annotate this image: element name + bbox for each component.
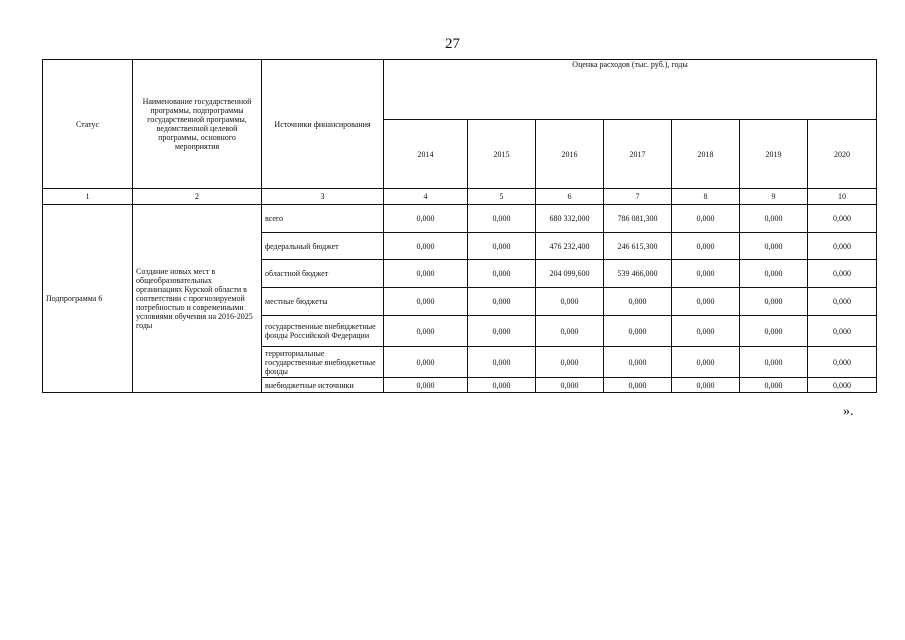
value-cell: 0,000 xyxy=(672,288,740,316)
header-row-top xyxy=(43,60,877,120)
value-cell: 0,000 xyxy=(468,205,536,233)
header-expenses: Оценка расходов (тыс. руб.), годы xyxy=(384,60,877,120)
value-cell: 0,000 xyxy=(672,260,740,288)
column-number: 8 xyxy=(672,189,740,205)
value-cell: 0,000 xyxy=(384,288,468,316)
value-cell: 0,000 xyxy=(672,347,740,378)
value-cell: 0,000 xyxy=(808,316,877,347)
value-cell: 204 099,600 xyxy=(536,260,604,288)
value-cell: 0,000 xyxy=(740,233,808,260)
value-cell: 0,000 xyxy=(740,378,808,393)
value-cell: 0,000 xyxy=(672,233,740,260)
year-header: 2016 xyxy=(536,120,604,189)
year-header: 2018 xyxy=(672,120,740,189)
column-numbers-row xyxy=(43,189,877,205)
value-cell: 0,000 xyxy=(604,288,672,316)
value-cell: 0,000 xyxy=(740,205,808,233)
closing-quote-mark: ». xyxy=(843,404,854,419)
value-cell: 0,000 xyxy=(468,260,536,288)
column-number: 2 xyxy=(133,189,262,205)
source-label: государственные внебюджетные фонды Российской Федерации xyxy=(262,316,384,347)
source-label: всего xyxy=(262,205,384,233)
table-row xyxy=(43,205,877,233)
value-cell: 0,000 xyxy=(808,205,877,233)
subprogram-status: Подпрограмма 6 xyxy=(43,205,133,393)
year-header: 2017 xyxy=(604,120,672,189)
value-cell: 0,000 xyxy=(808,347,877,378)
source-label: областной бюджет xyxy=(262,260,384,288)
value-cell: 0,000 xyxy=(604,316,672,347)
column-number: 3 xyxy=(262,189,384,205)
value-cell: 0,000 xyxy=(384,316,468,347)
value-cell: 0,000 xyxy=(740,260,808,288)
page-number: 27 xyxy=(445,36,460,52)
value-cell: 0,000 xyxy=(604,378,672,393)
source-label: внебюджетные источники xyxy=(262,378,384,393)
header-status: Статус xyxy=(43,60,133,189)
source-label: местные бюджеты xyxy=(262,288,384,316)
value-cell: 0,000 xyxy=(384,260,468,288)
column-number: 5 xyxy=(468,189,536,205)
year-header: 2019 xyxy=(740,120,808,189)
header-sources: Источники финансирования xyxy=(262,60,384,189)
value-cell: 0,000 xyxy=(468,347,536,378)
value-cell: 0,000 xyxy=(808,260,877,288)
value-cell: 539 466,000 xyxy=(604,260,672,288)
expenses-table xyxy=(42,59,877,393)
value-cell: 0,000 xyxy=(536,347,604,378)
value-cell: 680 332,000 xyxy=(536,205,604,233)
value-cell: 0,000 xyxy=(536,316,604,347)
year-header: 2015 xyxy=(468,120,536,189)
value-cell: 786 081,300 xyxy=(604,205,672,233)
value-cell: 0,000 xyxy=(468,378,536,393)
value-cell: 0,000 xyxy=(384,205,468,233)
value-cell: 0,000 xyxy=(468,316,536,347)
value-cell: 0,000 xyxy=(384,233,468,260)
value-cell: 0,000 xyxy=(740,347,808,378)
value-cell: 0,000 xyxy=(536,288,604,316)
value-cell: 0,000 xyxy=(604,347,672,378)
source-label: федеральный бюджет xyxy=(262,233,384,260)
value-cell: 0,000 xyxy=(468,288,536,316)
value-cell: 0,000 xyxy=(808,378,877,393)
source-label: территориальные государственные внебюджетные фонды xyxy=(262,347,384,378)
value-cell: 0,000 xyxy=(808,233,877,260)
value-cell: 0,000 xyxy=(740,288,808,316)
value-cell: 0,000 xyxy=(384,378,468,393)
value-cell: 0,000 xyxy=(536,378,604,393)
column-number: 9 xyxy=(740,189,808,205)
value-cell: 0,000 xyxy=(384,347,468,378)
value-cell: 246 615,300 xyxy=(604,233,672,260)
subprogram-name: Создание новых мест в общеобразовательных организациях Курской области в соответствии с прогнозируемой потребностью и современными условиями обучения на 2016-2025 годы xyxy=(133,205,262,393)
column-number: 10 xyxy=(808,189,877,205)
value-cell: 0,000 xyxy=(672,205,740,233)
value-cell: 0,000 xyxy=(672,378,740,393)
value-cell: 0,000 xyxy=(672,316,740,347)
year-header: 2014 xyxy=(384,120,468,189)
column-number: 7 xyxy=(604,189,672,205)
year-header: 2020 xyxy=(808,120,877,189)
value-cell: 0,000 xyxy=(468,233,536,260)
value-cell: 476 232,400 xyxy=(536,233,604,260)
header-name: Наименование государственной программы, подпрограммы государственной программы, ведомственной целевой программы, основного мероприятия xyxy=(133,60,262,189)
column-number: 4 xyxy=(384,189,468,205)
value-cell: 0,000 xyxy=(740,316,808,347)
column-number: 1 xyxy=(43,189,133,205)
column-number: 6 xyxy=(536,189,604,205)
value-cell: 0,000 xyxy=(808,288,877,316)
